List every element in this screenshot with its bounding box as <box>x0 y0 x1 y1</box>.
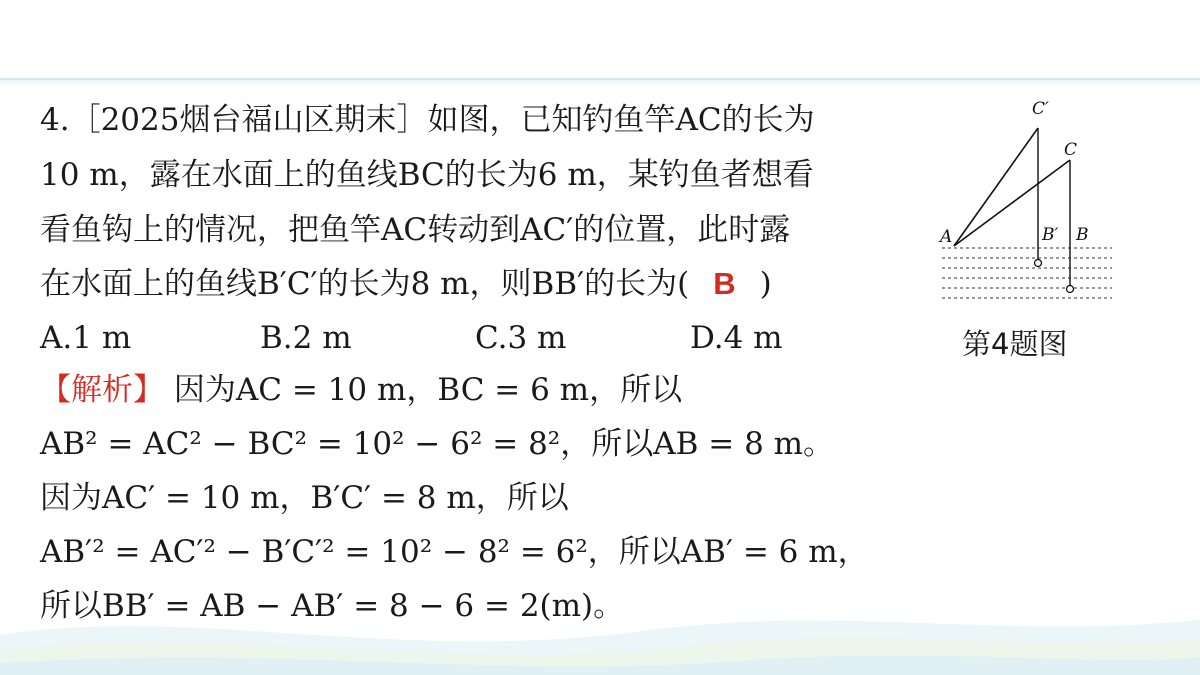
option-c: C.3 m <box>475 320 567 356</box>
answer-mark: B <box>713 266 736 301</box>
option-b: B.2 m <box>260 320 352 356</box>
label-b-prime: B′ <box>1042 225 1059 245</box>
question-line-2: 10 m，露在水面上的鱼线BC的长为6 m，某钓鱼者想看 <box>40 157 814 193</box>
option-a: A.1 m <box>40 320 132 356</box>
label-a: A <box>940 227 953 247</box>
question-line-1: 4.［2025烟台福山区期末］如图，已知钓鱼竿AC的长为 <box>40 102 815 138</box>
solution-tag: 【解析】 <box>40 372 164 408</box>
decorative-waves <box>0 595 1200 675</box>
solution-line-4: AB′² = AC′² − B′C′² = 10² − 8² = 6²，所以AB′ = 6 m， <box>40 534 869 570</box>
question-line-4-text: 在水面上的鱼线B′C′的长为8 m，则BB′的长为( <box>40 266 690 302</box>
figure-caption: 第4题图 <box>962 327 1068 361</box>
header-band <box>0 0 1200 80</box>
water-surface <box>942 248 1112 298</box>
solution-line-5: 所以BB′ = AB − AB′ = 8 − 6 = 2(m)。 <box>40 588 625 624</box>
question-line-3: 看鱼钩上的情况，把鱼竿AC转动到AC′的位置，此时露 <box>40 212 791 248</box>
fishing-rod-figure <box>930 90 1130 310</box>
solution-line-1-text: 因为AC = 10 m，BC = 6 m，所以 <box>173 372 683 408</box>
options-row <box>40 318 860 358</box>
rod-ac-prime <box>954 128 1038 246</box>
option-d: D.4 m <box>690 320 783 356</box>
header-divider <box>0 80 1200 86</box>
solution-line-1 <box>40 370 682 410</box>
hook-b-prime <box>1035 260 1042 267</box>
label-c-prime: C′ <box>1032 99 1049 119</box>
question-line-4-close: ) <box>759 266 772 302</box>
label-c: C <box>1064 140 1078 160</box>
label-b: B <box>1076 225 1089 245</box>
solution-line-2: AB² = AC² − BC² = 10² − 6² = 8²，所以AB = 8 m。 <box>40 426 835 462</box>
hook-b <box>1067 286 1074 293</box>
question-line-4 <box>40 264 772 304</box>
solution-line-3: 因为AC′ = 10 m，B′C′ = 8 m，所以 <box>40 480 569 516</box>
